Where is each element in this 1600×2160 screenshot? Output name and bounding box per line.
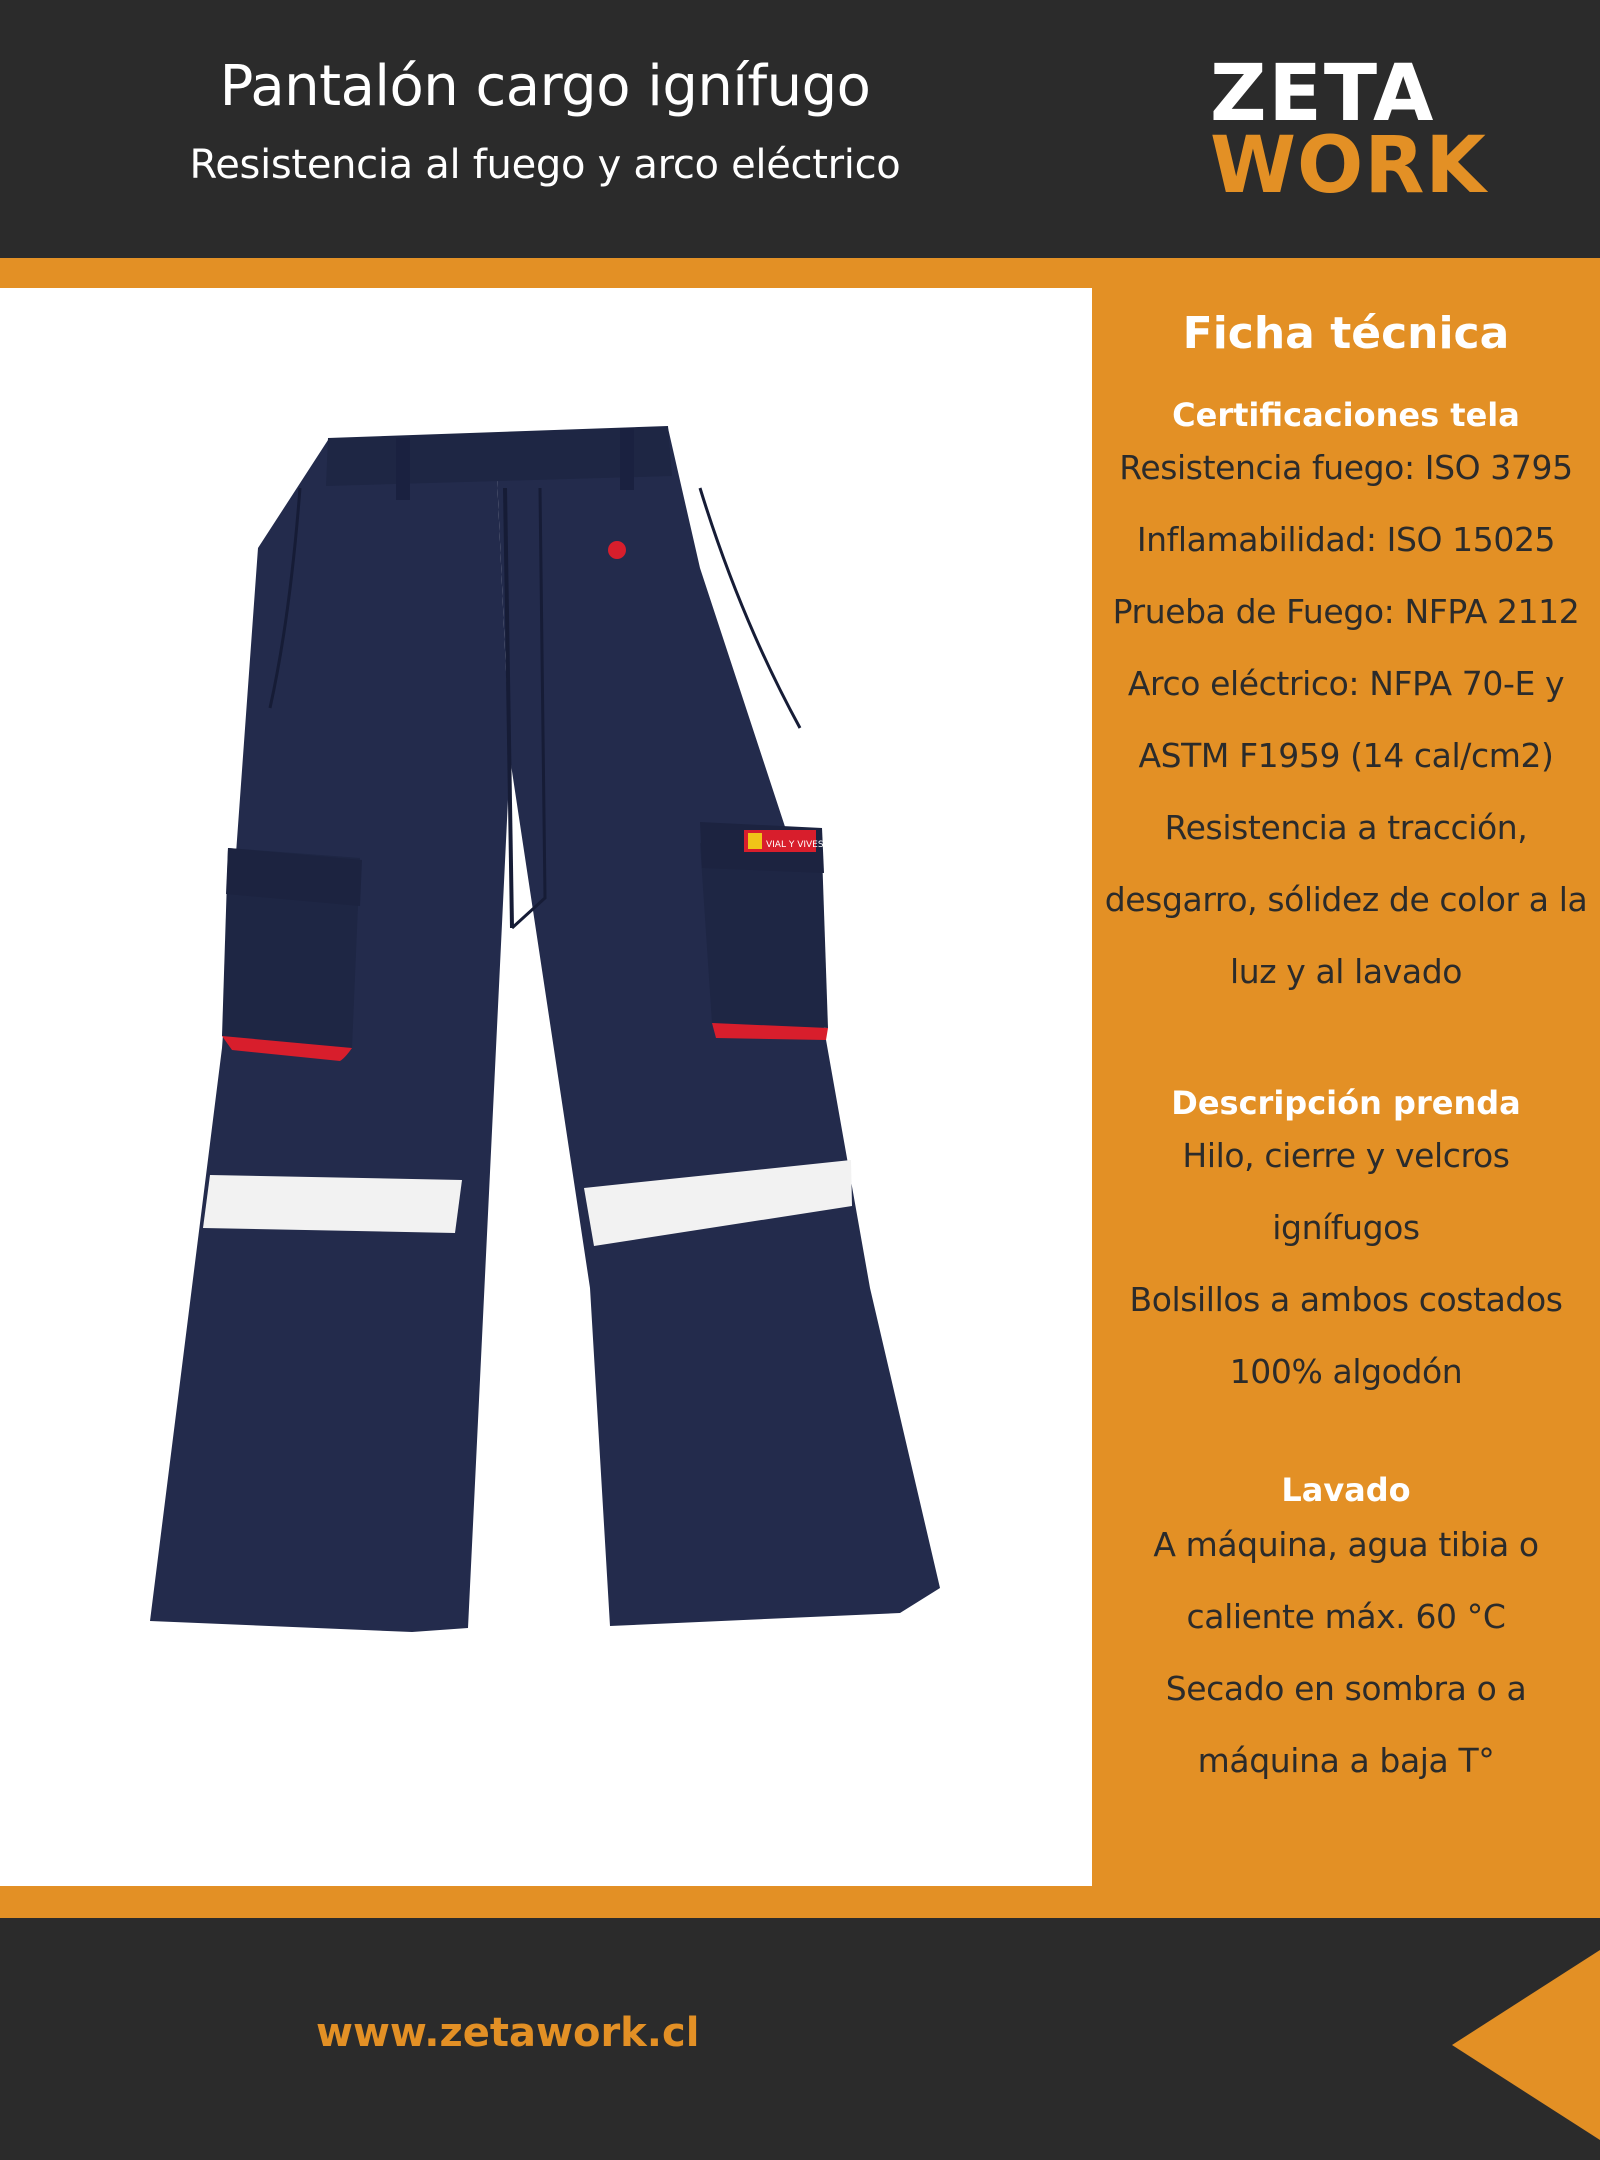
header <box>0 0 1600 258</box>
certification-line: Resistencia a tracción, <box>1164 808 1528 847</box>
page-subtitle: Resistencia al fuego y arco eléctrico <box>189 142 901 188</box>
certifications-title: Certificaciones tela <box>1172 396 1520 434</box>
certification-line: Prueba de Fuego: NFPA 2112 <box>1112 592 1580 631</box>
description-line: ignífugos <box>1272 1208 1420 1247</box>
pocket-patch-text: VIAL Y VIVES <box>766 840 824 850</box>
certification-line: Arco eléctrico: NFPA 70-E y <box>1127 664 1565 703</box>
certification-line: Inflamabilidad: ISO 15025 <box>1136 520 1556 559</box>
logo-line-zeta: ZETA <box>1210 49 1436 139</box>
washing-line: Secado en sombra o a <box>1165 1669 1527 1708</box>
washing-line: caliente máx. 60 °C <box>1186 1597 1506 1636</box>
washing-line: máquina a baja T° <box>1197 1741 1495 1780</box>
logo-line-work: WORK <box>1210 121 1487 211</box>
description-line: Bolsillos a ambos costados <box>1129 1280 1563 1319</box>
accent-band-top <box>0 258 1600 288</box>
certification-line: ASTM F1959 (14 cal/cm2) <box>1138 736 1554 775</box>
cargo-pants-illustration <box>0 288 1092 1886</box>
spec-sheet-panel <box>1092 288 1600 1886</box>
accent-band-bottom <box>0 1886 1600 1918</box>
footer <box>0 1918 1600 2160</box>
product-photo <box>0 288 1092 1886</box>
certification-line: luz y al lavado <box>1229 952 1463 991</box>
arrow-left-icon <box>1452 1950 1600 2140</box>
certification-line: desgarro, sólidez de color a la <box>1104 880 1588 919</box>
spec-heading: Ficha técnica <box>1182 308 1510 359</box>
washing-line: A máquina, agua tibia o <box>1153 1525 1539 1564</box>
certification-line: Resistencia fuego: ISO 3795 <box>1119 448 1573 487</box>
website-link[interactable]: www.zetawork.cl <box>316 2010 700 2056</box>
description-line: 100% algodón <box>1229 1352 1463 1391</box>
washing-title: Lavado <box>1281 1471 1411 1509</box>
zetawork-logo <box>1210 49 1510 211</box>
description-line: Hilo, cierre y velcros <box>1182 1136 1510 1175</box>
page-title: Pantalón cargo ignífugo <box>219 54 871 119</box>
description-title: Descripción prenda <box>1171 1084 1521 1122</box>
